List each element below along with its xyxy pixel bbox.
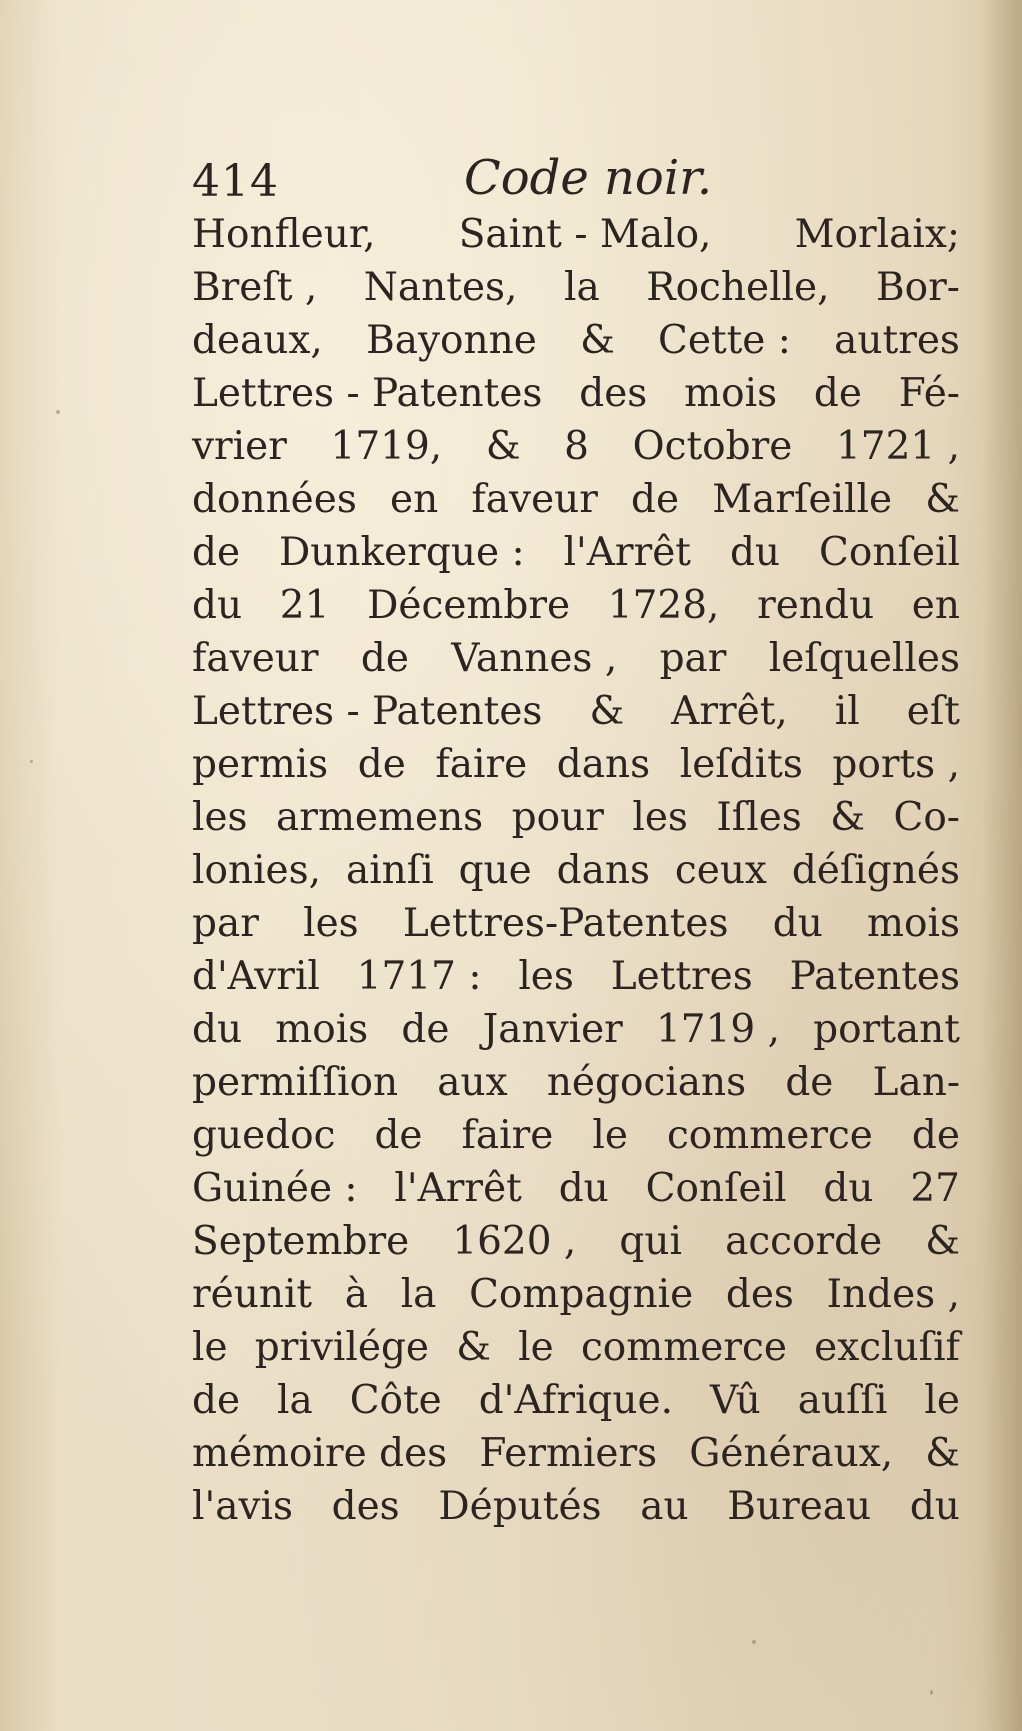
word: Conſeil [819,530,960,575]
word: de [401,1007,450,1052]
text-line [192,685,960,738]
word: & [925,477,960,522]
text-line [192,473,960,526]
word: du [823,1166,874,1211]
word: 8 [564,424,589,469]
word: vrier [192,424,287,469]
word: faire [461,1113,554,1158]
page-edge-shadow [982,0,1022,1731]
word: commerce [580,1325,787,1370]
word: ports , [832,742,960,787]
word: de [631,477,680,522]
word: le [924,1378,960,1423]
word: 21 [279,583,330,628]
word: Nantes, [363,265,518,310]
word: Bureau [727,1484,872,1529]
word: leſdits [679,742,803,787]
word: ainſi [345,848,434,893]
text-line [192,1003,960,1056]
word: des [579,371,648,416]
word: l'Arrêt [563,530,691,575]
text-line [192,1374,960,1427]
word: Patentes [789,954,960,999]
running-title: Code noir. [464,150,713,206]
word: mémoire des [192,1431,448,1476]
text-line [192,950,960,1003]
word: d'Avril [192,954,320,999]
text-line [192,1321,960,1374]
word: de [911,1113,960,1158]
word: Rochelle, [646,265,830,310]
paper-speck [752,1640,756,1644]
body-text [192,208,960,1533]
word: Fé- [898,371,960,416]
word: Saint - Malo, [458,212,712,257]
word: Septembre [192,1219,410,1264]
word: Lettres - Patentes [192,371,543,416]
word: Indes , [826,1272,960,1317]
word: & [925,1219,960,1264]
word: 1728, [607,583,720,628]
word: Lettres-Patentes [402,901,729,946]
word: de [192,530,241,575]
text-line [192,1268,960,1321]
word: Arrêt, [671,689,788,734]
word: faveur [471,477,598,522]
word: du [192,583,243,628]
word: Compagnie [469,1272,694,1317]
word: Bayonne [366,318,537,363]
word: de [813,371,862,416]
word: ceux [674,848,767,893]
word: par [192,901,259,946]
word: faire [435,742,528,787]
word: Députés [438,1484,602,1529]
paper-speck [56,410,60,414]
page-number: 414 [192,156,279,207]
word: les [192,795,248,840]
word: & [830,795,866,840]
word: permis [192,742,329,787]
text-line [192,791,960,844]
word: Marſeille [712,477,893,522]
word: que [458,848,532,893]
word: rendu [757,583,875,628]
word: négocians [546,1060,747,1105]
text-line [192,897,960,950]
text-line [192,738,960,791]
text-line [192,632,960,685]
word: Conſeil [645,1166,787,1211]
word: faveur [192,636,319,681]
word: au [640,1484,689,1529]
word: mois [684,371,778,416]
word: du [558,1166,609,1211]
word: Guinée : [192,1166,358,1211]
word: du [192,1007,243,1052]
word: mois [867,901,960,946]
word: de [374,1113,423,1158]
text-line [192,420,960,473]
word: les [303,901,359,946]
text-line [192,367,960,420]
word: privilége [254,1325,429,1370]
word: commerce [666,1113,873,1158]
word: Fermiers [479,1431,658,1476]
text-line [192,526,960,579]
word: à [344,1272,369,1317]
word: de [360,636,409,681]
word: & [925,1431,960,1476]
word: Vannes , [451,636,618,681]
word: dans [556,742,651,787]
text-line [192,1427,960,1480]
word: réunit [192,1272,313,1317]
word: accorde [725,1219,883,1264]
word: le [592,1113,628,1158]
word: deaux, [192,318,323,363]
word: Iſles [716,795,802,840]
word: pour [511,795,604,840]
word: mois [275,1007,369,1052]
word: Honfleur, [192,212,376,257]
word: guedoc [192,1113,336,1158]
paper-speck [30,760,33,763]
text-line [192,314,960,367]
word: & [485,424,521,469]
word: Octobre [632,424,793,469]
word: il [834,689,860,734]
word: qui [619,1219,682,1264]
word: par [659,636,727,681]
word: de [785,1060,834,1105]
text-line [192,1162,960,1215]
word: en [390,477,439,522]
word: de [192,1378,241,1423]
running-head [192,150,952,210]
word: aux [437,1060,508,1105]
word: déſignés [791,848,960,893]
word: Cette : [658,318,791,363]
word: de [357,742,406,787]
word: du [909,1484,960,1529]
word: 1717 : [356,954,482,999]
word: des [331,1484,400,1529]
word: Dunkerque : [279,530,525,575]
word: Vû [709,1378,761,1423]
word: les [518,954,574,999]
word: Lettres [610,954,753,999]
word: le [192,1325,228,1370]
word: leſquelles [768,636,960,681]
word: en [911,583,960,628]
word: Bor- [876,265,960,310]
paper-speck [930,1690,933,1695]
word: auſſi [797,1378,888,1423]
word: d'Afrique. [478,1378,673,1423]
word: des [725,1272,794,1317]
word: permiſſion [192,1060,399,1105]
word: 1620 , [452,1219,577,1264]
word: & [456,1325,491,1370]
text-line [192,1215,960,1268]
word: 1719 , [655,1007,780,1052]
word: & [589,689,625,734]
word: Breſt , [192,265,318,310]
word: Co- [893,795,960,840]
word: armemens [276,795,484,840]
word: Janvier [482,1007,623,1052]
word: 1719, [330,424,443,469]
text-line [192,261,960,314]
word: 27 [910,1166,960,1211]
text-line [192,1480,960,1533]
word: Côte [349,1378,442,1423]
word: Généraux, [689,1431,894,1476]
word: portant [813,1007,960,1052]
word: 1721 , [835,424,960,469]
word: autres [834,318,960,363]
word: Décembre [367,583,571,628]
text-line [192,1109,960,1162]
word: les [632,795,688,840]
word: Morlaix; [794,212,960,257]
word: lonies, [192,848,322,893]
word: la [563,265,600,310]
word: excluſif [814,1325,960,1370]
text-line [192,1056,960,1109]
word: du [729,530,781,575]
text-line [192,844,960,897]
word: le [518,1325,554,1370]
word: Lettres - Patentes [192,689,543,734]
word: données [192,477,357,522]
text-line [192,208,960,261]
word: la [277,1378,313,1423]
word: & [580,318,615,363]
word: l'Arrêt [394,1166,522,1211]
word: l'avis [192,1484,293,1529]
word: eſt [906,689,960,734]
word: Lan- [872,1060,960,1105]
word: dans [556,848,650,893]
text-line [192,579,960,632]
word: du [772,901,823,946]
word: la [400,1272,437,1317]
